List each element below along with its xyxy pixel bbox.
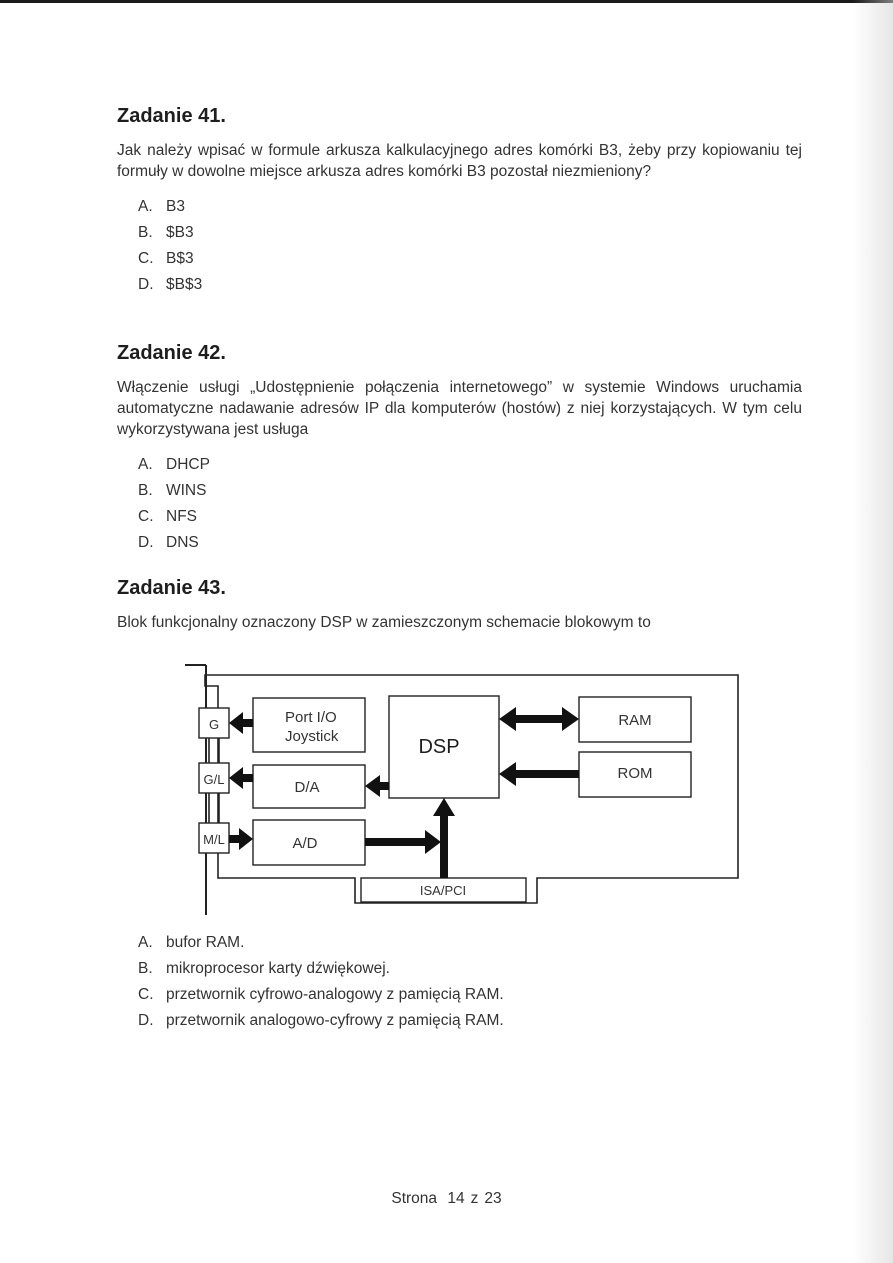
arrow-io-to-g — [229, 712, 243, 734]
task-title: Zadanie 42. — [117, 342, 226, 364]
option-text: NFS — [166, 508, 197, 525]
option-letter: A. — [138, 934, 153, 951]
option-text: przetwornik analogowo-cyfrowy z pamięcią RAM. — [166, 1012, 504, 1029]
answer-option-c[interactable] — [117, 246, 802, 272]
option-text: B$3 — [166, 250, 194, 267]
port-gl-label: G/L — [203, 772, 225, 787]
option-letter: B. — [138, 960, 153, 977]
page-of: z — [470, 1190, 479, 1207]
answer-option-c[interactable] — [117, 504, 802, 530]
task-41 — [117, 105, 802, 298]
answer-option-a[interactable] — [117, 930, 504, 956]
page-number: 14 — [447, 1190, 465, 1207]
option-letter: C. — [138, 508, 154, 525]
dsp-label: DSP — [418, 736, 460, 758]
option-text: $B$3 — [166, 276, 203, 293]
option-letter: C. — [138, 250, 154, 267]
port-io-label-line1: Port I/O — [285, 709, 337, 726]
bus-label: ISA/PCI — [419, 883, 467, 898]
option-text: $B3 — [166, 224, 194, 241]
port-ml-label: M/L — [203, 832, 225, 847]
page-right-shadow — [853, 0, 893, 1263]
rom-label: ROM — [617, 765, 653, 782]
option-letter: D. — [138, 276, 154, 293]
page-label: Strona — [391, 1190, 438, 1207]
answer-option-c[interactable] — [117, 982, 504, 1008]
option-letter: D. — [138, 534, 154, 551]
option-letter: A. — [138, 198, 153, 215]
answer-option-d[interactable] — [117, 1008, 504, 1034]
arrow-ml-to-ad — [239, 828, 253, 850]
arrow-dsp-ram-right — [562, 707, 579, 731]
answer-options — [117, 194, 802, 298]
option-text: WINS — [166, 482, 207, 499]
ad-label: A/D — [292, 835, 318, 852]
page-footer — [0, 1190, 893, 1208]
option-text: B3 — [166, 198, 185, 215]
task-title: Zadanie 43. — [117, 577, 226, 599]
page-top-edge — [0, 0, 893, 3]
task-title: Zadanie 41. — [117, 105, 226, 127]
arrow-bus-to-dsp — [433, 798, 455, 816]
option-text: mikroprocesor karty dźwiękowej. — [166, 960, 390, 977]
port-g-label: G — [208, 717, 220, 732]
arrow-ad-to-bus — [425, 830, 441, 854]
option-letter: B. — [138, 224, 153, 241]
answer-options — [117, 930, 504, 1034]
answer-options — [117, 452, 802, 556]
da-label: D/A — [294, 779, 320, 796]
port-io-label-line2: Joystick — [285, 728, 339, 745]
page-total: 23 — [484, 1190, 502, 1207]
arrow-dsp-to-da — [365, 775, 380, 797]
option-letter: D. — [138, 1012, 154, 1029]
option-text: bufor RAM. — [166, 934, 245, 951]
task-question: Włączenie usługi „Udostępnienie połączenia internetowego” w systemie Windows uruchamia automatyczne nadawanie adresów IP dla komputerów (hostów) z niej korzystających. W tym celu wykorzystywana jest usługa — [117, 379, 802, 438]
option-letter: B. — [138, 482, 153, 499]
arrow-da-to-gl — [229, 767, 243, 789]
answer-option-a[interactable] — [117, 452, 802, 478]
answer-option-d[interactable] — [117, 530, 802, 556]
option-text: przetwornik cyfrowo-analogowy z pamięcią RAM. — [166, 986, 504, 1003]
sound-card-block-diagram — [185, 660, 745, 920]
ram-label: RAM — [618, 712, 652, 729]
option-text: DHCP — [166, 456, 210, 473]
option-letter: C. — [138, 986, 154, 1003]
task-question: Jak należy wpisać w formule arkusza kalkulacyjnego adres komórki B3, żeby przy kopiowaniu tej formuły w dowolne miejsce arkusza adres komórki B3 pozostał niezmieniony? — [117, 142, 802, 180]
option-letter: A. — [138, 456, 153, 473]
arrow-rom-to-dsp — [499, 762, 516, 786]
answer-option-b[interactable] — [117, 956, 504, 982]
option-text: DNS — [166, 534, 199, 551]
task-question: Blok funkcjonalny oznaczony DSP w zamieszczonym schemacie blokowym to — [117, 614, 651, 631]
answer-option-d[interactable] — [117, 272, 802, 298]
answer-option-b[interactable] — [117, 220, 802, 246]
task-42 — [117, 342, 802, 556]
arrow-dsp-ram-left — [499, 707, 516, 731]
answer-option-b[interactable] — [117, 478, 802, 504]
answer-option-a[interactable] — [117, 194, 802, 220]
